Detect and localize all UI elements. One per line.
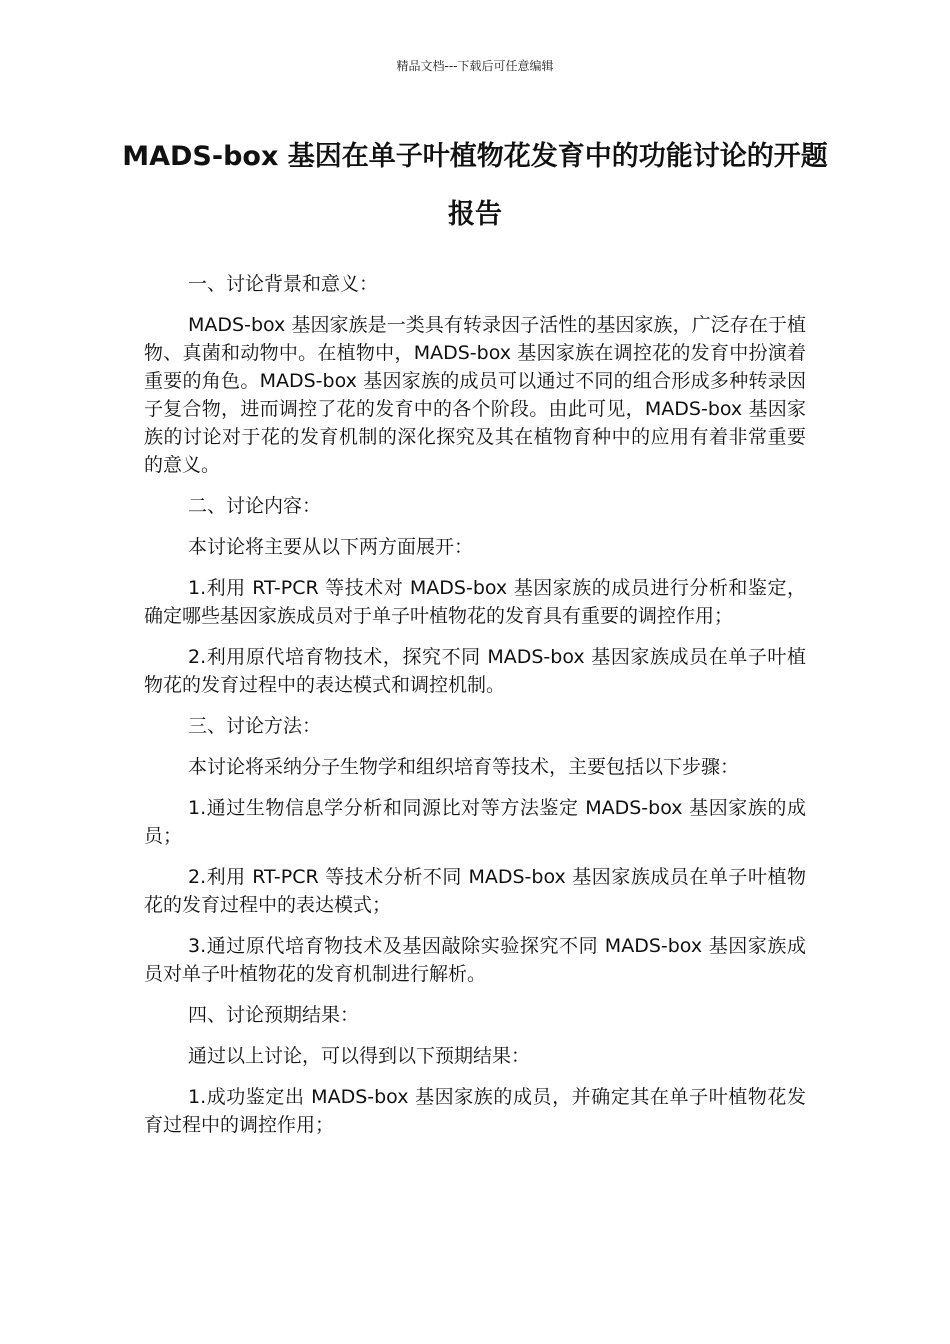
section-heading-results: 四、讨论预期结果： (188, 1004, 360, 1026)
list-item-results-1: 1.成功鉴定出 MADS-box 基因家族的成员，并确定其在单子叶植物花发育过程中的调控作用； (144, 1086, 806, 1136)
list-item-methods-2: 2.利用 RT-PCR 等技术分析不同 MADS-box 基因家族成员在单子叶植物花的发育过程中的表达模式； (144, 866, 806, 916)
document-body (144, 270, 806, 1152)
section-heading-background: 一、讨论背景和意义： (188, 273, 379, 295)
list-item-methods-3: 3.通过原代培育物技术及基因敲除实验探究不同 MADS-box 基因家族成员对单子叶植物花的发育机制进行解析。 (144, 935, 806, 985)
page-header-note: 精品文档---下载后可任意编辑 (396, 59, 554, 73)
section-heading-content: 二、讨论内容： (188, 495, 322, 517)
paragraph-results-intro: 通过以上讨论，可以得到以下预期结果： (188, 1045, 531, 1067)
document-title: MADS-box 基因在单子叶植物花发育中的功能讨论的开题报告 (122, 141, 828, 230)
paragraph-background: MADS-box 基因家族是一类具有转录因子活性的基因家族，广泛存在于植物、真菌和动物中。在植物中，MADS-box 基因家族在调控花的发育中扮演着重要的角色。MADS-box 基因家族的成员可以通过不同的组合形成多种转录因子复合物，进而调控了花的发育中的各个阶段。由此可见，MADS-box 基因家族的讨论对于花的发育机制的深化探究及其在植物育种中的应用有着非常重要的意义。 (144, 314, 806, 476)
list-item-content-1: 1.利用 RT-PCR 等技术对 MADS-box 基因家族的成员进行分析和鉴定，确定哪些基因家族成员对于单子叶植物花的发育具有重要的调控作用； (144, 577, 806, 627)
paragraph-content-intro: 本讨论将主要从以下两方面展开： (188, 536, 474, 558)
list-item-methods-1: 1.通过生物信息学分析和同源比对等方法鉴定 MADS-box 基因家族的成员； (144, 797, 806, 847)
paragraph-methods-intro: 本讨论将采纳分子生物学和组织培育等技术，主要包括以下步骤： (188, 756, 740, 778)
section-heading-methods: 三、讨论方法： (188, 715, 322, 737)
list-item-content-2: 2.利用原代培育物技术，探究不同 MADS-box 基因家族成员在单子叶植物花的发育过程中的表达模式和调控机制。 (144, 646, 806, 696)
